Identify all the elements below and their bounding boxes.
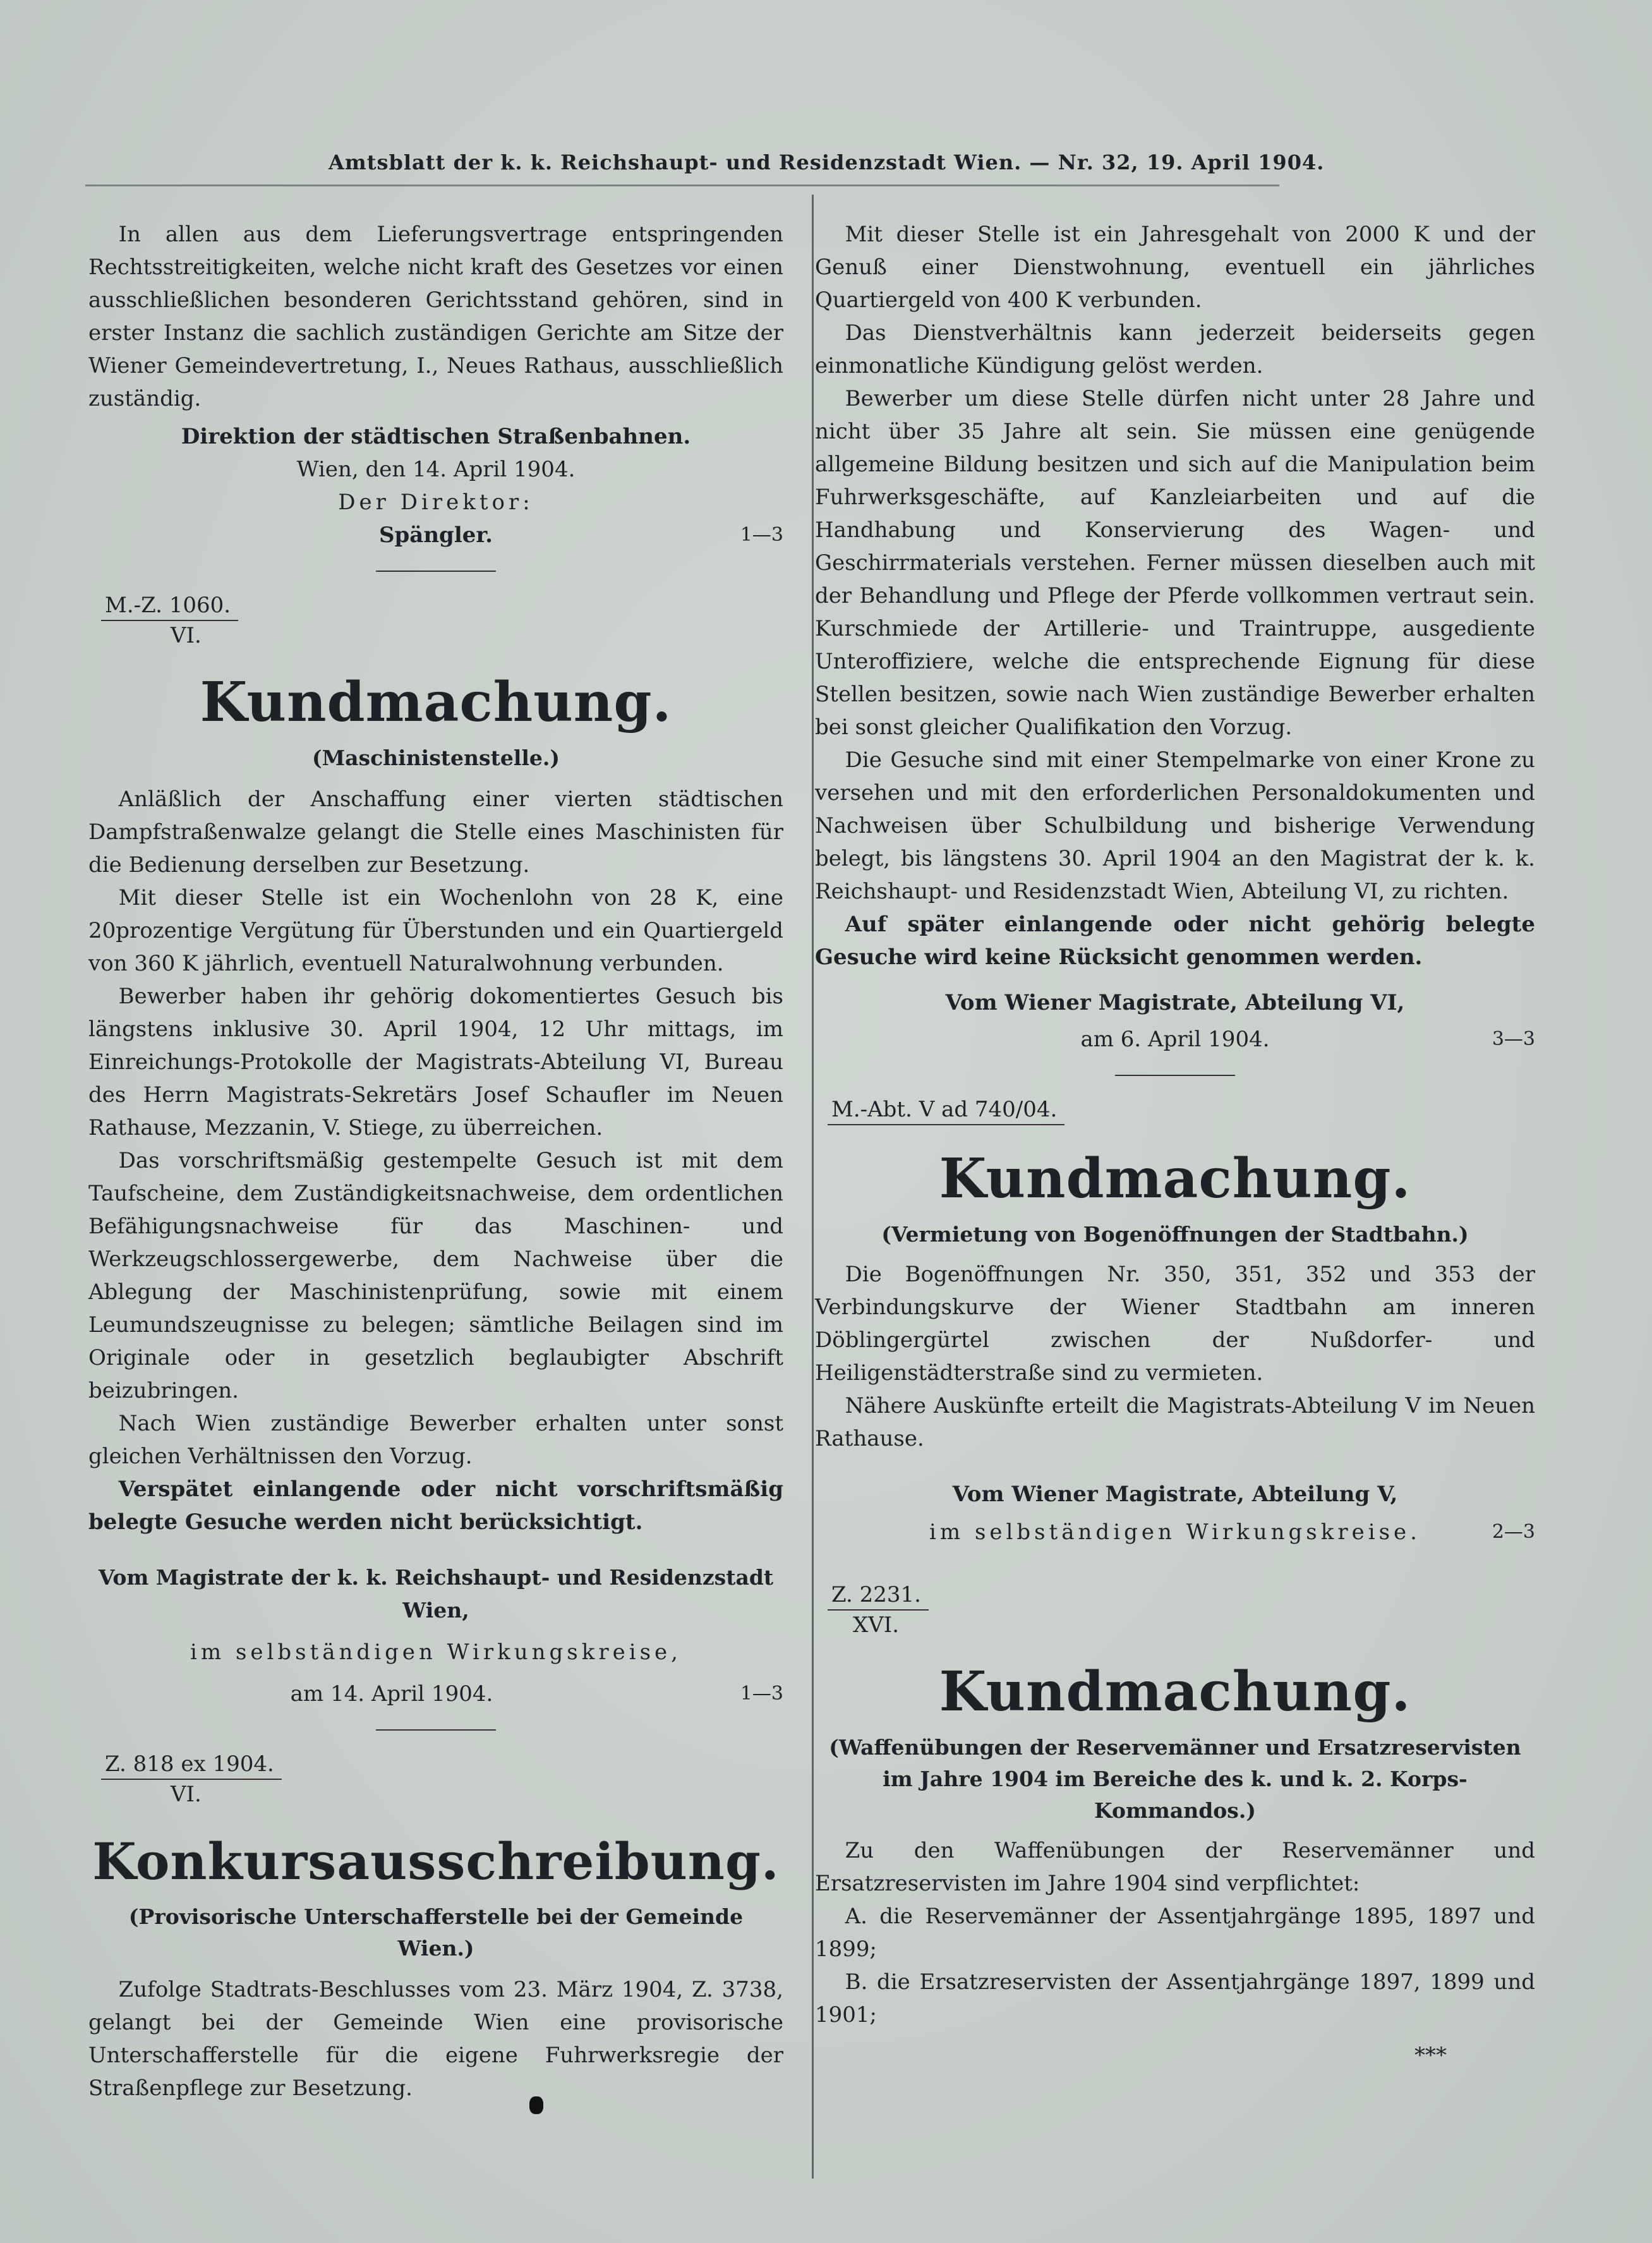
reference-number: Z. 2231. — [828, 1580, 929, 1611]
reference-department: VI. — [171, 623, 202, 648]
section-divider — [376, 1729, 496, 1731]
notice-title: Kundmachung. — [939, 1660, 1411, 1724]
notice-subtitle: (Maschinistenstelle.) — [311, 746, 560, 770]
paragraph: Mit dieser Stelle ist ein Wochenlohn von 28 K, eine 20prozentige Vergütung für Überstunden und ein Quartiergeld von 360 K jährlich, eventuell Naturalwohnung verbunden. — [88, 885, 783, 976]
paragraph: Zufolge Stadtrats-Beschlusses vom 23. März 1904, Z. 3738, gelangt bei der Gemeinde Wien eine provisorische Unterschafferstelle für die eigene Fuhrwerksregie der Straßenpflege zur Besetzung. — [88, 1977, 783, 2101]
paragraph: Nach Wien zuständige Bewerber erhalten unter sonst gleichen Verhältnissen den Vorzug. — [88, 1411, 783, 1469]
signature-date: am 6. April 1904. — [1080, 1027, 1270, 1052]
ink-blot — [529, 2096, 543, 2114]
reference-department: XVI. — [853, 1612, 899, 1638]
signature-authority: Vom Wiener Magistrate, Abteilung VI, — [945, 990, 1405, 1015]
notice-title: Konkursausschreibung. — [92, 1832, 780, 1891]
notice-title: Kundmachung. — [200, 670, 672, 734]
signature-authority: Vom Magistrate der k. k. Reichshaupt- und Residenzstadt Wien, — [98, 1565, 774, 1623]
paragraph: Die Gesuche sind mit einer Stempelmarke von einer Krone zu versehen und mit den erforderlichen Personaldokumenten und Nachweisen über Schulbildung und bisherige Verwendung belegt, bis längstens 30. April 1904 an den Magistrat der k. k. Reichshaupt- und Residenzstadt Wien, Abteilung VI, zu richten. — [815, 747, 1535, 904]
intro-paragraph: In allen aus dem Lieferungsvertrage entspringenden Rechtsstreitigkeiten, welche nicht kraft des Gesetzes vor einen ausschließlichen besonderen Gerichtsstand gehören, sind in erster Instanz die sachlich zuständigen Gerichte am Sitze der Wiener Gemeindevertretung, I., Neues Rathaus, ausschließlich zuständig. — [88, 222, 783, 411]
section-divider — [376, 571, 496, 572]
section-divider — [1115, 1075, 1235, 1076]
page-header: Amtsblatt der k. k. Reichshaupt- und Residenzstadt Wien. — Nr. 32, 19. April 1904. — [329, 150, 1325, 174]
paragraph: Bewerber haben ihr gehörig dokomentiertes Gesuch bis längstens inklusive 30. April 1904, 12 Uhr mittags, im Einreichungs-Protokolle der Magistrats-Abteilung VI, Bureau des Herrn Magistrats-Sekretärs Josef Schaufler im Neuen Rathause, Mezzanin, V. Stiege, zu überreichen. — [88, 984, 783, 1140]
left-column — [88, 218, 783, 2105]
header-rule — [85, 184, 1279, 186]
right-column-content — [815, 218, 1535, 2072]
signature-date: am 14. April 1904. — [290, 1681, 493, 1707]
director-name: Spängler. — [378, 523, 493, 548]
paragraph: A. die Reservemänner der Assentjahrgänge 1895, 1897 und 1899; — [815, 1904, 1535, 1962]
paragraph: Bewerber um diese Stelle dürfen nicht unter 28 Jahre und nicht über 35 Jahre alt sein. Sie müssen eine genügende allgemeine Bildung besitzen und sich auf die Manipulation beim Fuhrwerksgeschäfte, auf Kanzleiarbeiten und auf die Handhabung und Konservierung des Wagen- und Geschirrmaterials verstehen. Ferner müssen dieselben auch mit der Behandlung und Pflege der Pferde vollkommen vertraut sein. Kurschmiede der Artillerie- und Traintruppe, ausgediente Unteroffiziere, welche die entsprechende Eignung für diese Stellen besitzen, sowie nach Wien zuständige Bewerber erhalten bei sonst gleicher Qualifikation den Vorzug. — [815, 386, 1535, 740]
direction-name: Direktion der städtischen Straßenbahnen. — [181, 424, 691, 449]
paragraph: Nähere Auskünfte erteilt die Magistrats-Abteilung V im Neuen Rathause. — [815, 1393, 1535, 1451]
reference-block — [815, 1095, 1535, 1130]
paragraph-emphasis: Auf später einlangende oder nicht gehörig belegte Gesuche wird keine Rücksicht genommen werden. — [815, 912, 1535, 970]
notice-number: 2—3 — [1492, 1521, 1535, 1543]
reference-department: VI. — [171, 1782, 202, 1807]
paragraph: Die Bogenöffnungen Nr. 350, 351, 352 und 353 der Verbindungskurve der Wiener Stadtbahn am inneren Döblingergürtel zwischen der Nußdorfer- und Heiligenstädterstraße sind zu vermieten. — [815, 1262, 1535, 1386]
signature-line: im selbständigen Wirkungskreise, — [190, 1640, 682, 1665]
paragraph: Mit dieser Stelle ist ein Jahresgehalt von 2000 K und der Genuß einer Dienstwohnung, eventuell ein jährliches Quartiergeld von 400 K verbunden. — [815, 222, 1535, 313]
notice-subtitle: (Provisorische Unterschafferstelle bei der Gemeinde Wien.) — [128, 1904, 744, 1961]
signature-line: im selbständigen Wirkungskreise. — [929, 1520, 1421, 1545]
paragraph-emphasis: Verspätet einlangende oder nicht vorschriftsmäßig belegte Gesuche werden nicht berücksichtigt. — [88, 1477, 783, 1535]
reference-number: Z. 818 ex 1904. — [101, 1750, 282, 1780]
notice-number: 1—3 — [740, 1683, 783, 1705]
notice-subtitle: (Vermietung von Bogenöffnungen der Stadtbahn.) — [881, 1222, 1469, 1247]
direction-number: 1—3 — [740, 524, 783, 546]
column-divider — [812, 195, 814, 2179]
paragraph: Zu den Waffenübungen der Reservemänner und Ersatzreservisten im Jahre 1904 sind verpflichtet: — [815, 1838, 1535, 1896]
reference-number: M.-Abt. V ad 740/04. — [828, 1095, 1064, 1125]
place-date: Wien, den 14. April 1904. — [296, 457, 576, 482]
reference-block — [88, 1750, 783, 1813]
paragraph: Anläßlich der Anschaffung einer vierten städtischen Dampfstraßenwalze gelangt die Stelle eines Maschinisten für die Bedienung derselben zur Besetzung. — [88, 787, 783, 878]
notice-subtitle: (Waffenübungen der Reservemänner und Ersatzreservisten im Jahre 1904 im Bereiche des k. und k. 2. Korps-Kommandos.) — [829, 1735, 1521, 1823]
reference-number: M.-Z. 1060. — [101, 591, 238, 621]
reference-block — [815, 1580, 1535, 1643]
paragraph: Das Dienstverhältnis kann jederzeit beiderseits gegen einmonatliche Kündigung gelöst werden. — [815, 320, 1535, 378]
paragraph: B. die Ersatzreservisten der Assentjahrgänge 1897, 1899 und 1901; — [815, 1969, 1535, 2028]
reference-block — [88, 591, 783, 654]
section-stars: *** — [1414, 2043, 1447, 2068]
notice-title: Kundmachung. — [939, 1147, 1411, 1211]
director-label: Der Direktor: — [338, 490, 534, 515]
notice-number: 3—3 — [1492, 1028, 1535, 1050]
paragraph: Das vorschriftsmäßig gestempelte Gesuch ist mit dem Taufscheine, dem Zuständigkeitsnachweise, dem ordentlichen Befähigungsnachweise für das Maschinen- und Werkzeugschlossergewerbe, dem Nachweise über die Ablegung der Maschinistenprüfung, sowie mit einem Leumundszeugnisse zu belegen; sämtliche Beilagen sind im Originale oder in gesetzlich beglaubigter Abschrift beizubringen. — [88, 1148, 783, 1403]
signature-authority: Vom Wiener Magistrate, Abteilung V, — [952, 1482, 1398, 1507]
